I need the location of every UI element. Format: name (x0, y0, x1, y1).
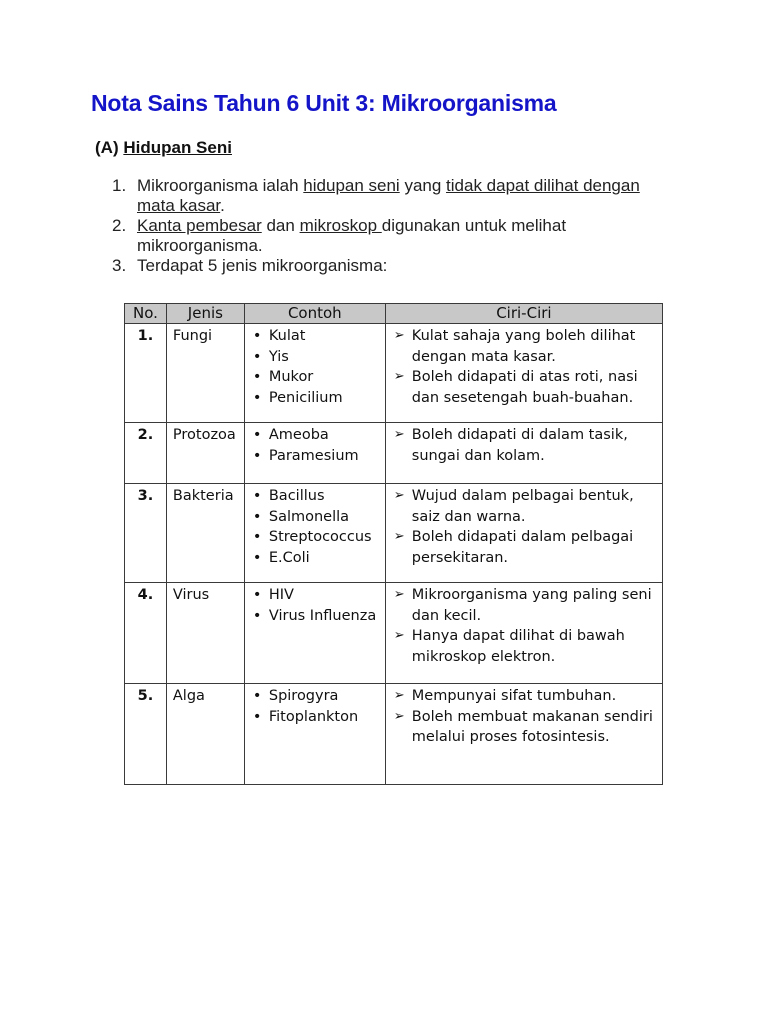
section-heading (95, 138, 232, 158)
contoh-list (249, 585, 381, 626)
cell-contoh (244, 324, 385, 423)
contoh-item (249, 347, 381, 368)
cell-ciri (385, 324, 662, 423)
ciri-text: Boleh didapati di atas roti, nasi dan sesetengah buah-buahan. (411, 369, 638, 406)
cell-no: 1. (125, 324, 167, 423)
contoh-text: Spirogyra (268, 688, 339, 704)
contoh-list (249, 486, 381, 568)
bullet-dot-icon: • (252, 529, 262, 545)
bullet-dot-icon: • (252, 587, 262, 603)
ciri-item (390, 367, 658, 408)
ciri-item (390, 686, 658, 707)
table-row (125, 484, 663, 583)
contoh-text: E.Coli (268, 549, 310, 566)
header-no: No. (125, 304, 167, 324)
cell-ciri (385, 684, 662, 785)
ciri-text: Boleh membuat makanan sendiri melalui proses fotosintesis. (411, 708, 653, 745)
cell-no: 2. (125, 423, 167, 484)
underlined-text: mikroskop (299, 216, 382, 235)
ciri-item (390, 326, 658, 367)
ciri-text: Mikroorganisma yang paling seni dan kecil. (411, 587, 652, 624)
ciri-list (390, 686, 658, 748)
underlined-text: Kanta pembesar (137, 216, 262, 235)
contoh-text: Kulat (268, 328, 306, 344)
bullet-dot-icon: • (252, 348, 262, 365)
ciri-text: Mempunyai sifat tumbuhan. (411, 688, 617, 704)
contoh-list (249, 326, 381, 408)
contoh-item (249, 425, 381, 446)
contoh-text: Fitoplankton (268, 708, 359, 725)
contoh-item (249, 585, 381, 606)
ciri-item (390, 425, 658, 466)
list-text: Terdapat 5 jenis mikroorganisma: (137, 256, 388, 275)
ciri-text: Wujud dalam pelbagai bentuk, saiz dan warna. (411, 488, 634, 525)
contoh-text: Yis (268, 348, 289, 365)
cell-jenis: Fungi (166, 324, 244, 423)
arrow-bullet-icon: ➢ (393, 688, 405, 703)
contoh-text: Penicilium (268, 389, 343, 406)
contoh-item (249, 548, 381, 569)
cell-no: 3. (125, 484, 167, 583)
header-ciri: Ciri-Ciri (385, 304, 662, 324)
arrow-bullet-icon: ➢ (393, 427, 405, 442)
table-row (125, 684, 663, 785)
bullet-dot-icon: • (252, 508, 262, 525)
cell-jenis: Protozoa (166, 423, 244, 484)
list-text: dan (261, 216, 300, 235)
intro-list (112, 176, 672, 276)
cell-contoh (244, 423, 385, 484)
cell-ciri (385, 423, 662, 484)
underlined-text: tidak dapat dilihat dengan mata kasar (137, 176, 640, 215)
cell-jenis: Virus (166, 583, 244, 684)
ciri-item (390, 707, 658, 748)
bullet-dot-icon: • (252, 447, 262, 464)
contoh-text: Virus Influenza (268, 607, 377, 624)
ciri-text: Hanya dapat dilihat di bawah mikroskop elektron. (411, 628, 625, 665)
bullet-dot-icon: • (252, 328, 262, 344)
cell-contoh (244, 684, 385, 785)
section-prefix: (A) (95, 138, 119, 157)
contoh-list (249, 686, 381, 727)
contoh-text: Paramesium (268, 447, 359, 464)
list-number: 3. (112, 256, 127, 275)
contoh-item (249, 527, 381, 548)
contoh-item (249, 326, 381, 347)
contoh-list (249, 425, 381, 466)
arrow-bullet-icon: ➢ (393, 488, 405, 503)
arrow-bullet-icon: ➢ (393, 328, 405, 343)
list-text: Mikroorganisma ialah (137, 176, 304, 195)
bullet-dot-icon: • (252, 389, 262, 406)
contoh-item (249, 606, 381, 627)
ciri-text: Boleh didapati dalam pelbagai persekitaran. (411, 529, 634, 566)
contoh-item (249, 486, 381, 507)
list-item (112, 216, 672, 256)
contoh-item (249, 686, 381, 707)
contoh-text: Salmonella (268, 508, 350, 525)
contoh-item (249, 367, 381, 388)
cell-jenis: Alga (166, 684, 244, 785)
header-contoh: Contoh (244, 304, 385, 324)
ciri-list (390, 425, 658, 466)
cell-contoh (244, 484, 385, 583)
ciri-text: Boleh didapati di dalam tasik, sungai dan kolam. (411, 427, 628, 464)
section-label: Hidupan Seni (123, 138, 232, 157)
arrow-bullet-icon: ➢ (393, 529, 405, 544)
list-item (112, 176, 672, 216)
table-row (125, 324, 663, 423)
bullet-dot-icon: • (252, 488, 262, 504)
list-number: 2. (112, 216, 127, 235)
table-row (125, 423, 663, 484)
table-header-row (125, 304, 663, 324)
header-jenis: Jenis (166, 304, 244, 324)
page-title: Nota Sains Tahun 6 Unit 3: Mikroorganisma (91, 90, 557, 116)
list-text: . (220, 196, 225, 215)
contoh-text: Ameoba (268, 427, 329, 443)
table-row (125, 583, 663, 684)
bullet-dot-icon: • (252, 607, 262, 624)
ciri-item (390, 626, 658, 667)
list-item (112, 256, 672, 276)
table-body (125, 324, 663, 785)
bullet-dot-icon: • (252, 549, 262, 566)
ciri-item (390, 585, 658, 626)
arrow-bullet-icon: ➢ (393, 587, 405, 602)
contoh-item (249, 446, 381, 467)
bullet-dot-icon: • (252, 688, 262, 704)
cell-ciri (385, 583, 662, 684)
cell-contoh (244, 583, 385, 684)
bullet-dot-icon: • (252, 708, 262, 725)
contoh-text: Mukor (268, 369, 314, 385)
ciri-text: Kulat sahaja yang boleh dilihat dengan mata kasar. (411, 328, 636, 365)
bullet-dot-icon: • (252, 427, 262, 443)
contoh-text: Streptococcus (268, 529, 372, 545)
bullet-dot-icon: • (252, 369, 262, 385)
cell-no: 4. (125, 583, 167, 684)
contoh-text: Bacillus (268, 488, 325, 504)
cell-jenis: Bakteria (166, 484, 244, 583)
arrow-bullet-icon: ➢ (393, 708, 405, 724)
arrow-bullet-icon: ➢ (393, 628, 405, 643)
list-text: yang (399, 176, 447, 195)
ciri-list (390, 585, 658, 667)
contoh-item (249, 707, 381, 728)
underlined-text: hidupan seni (303, 176, 400, 195)
arrow-bullet-icon: ➢ (393, 369, 405, 384)
cell-ciri (385, 484, 662, 583)
ciri-item (390, 527, 658, 568)
list-number: 1. (112, 176, 127, 195)
contoh-text: HIV (268, 587, 294, 603)
ciri-list (390, 326, 658, 408)
microorganism-table (124, 303, 663, 785)
list-text: digunakan untuk melihat mikroorganisma. (137, 216, 567, 255)
contoh-item (249, 507, 381, 528)
ciri-item (390, 486, 658, 527)
ciri-list (390, 486, 658, 568)
contoh-item (249, 388, 381, 409)
cell-no: 5. (125, 684, 167, 785)
